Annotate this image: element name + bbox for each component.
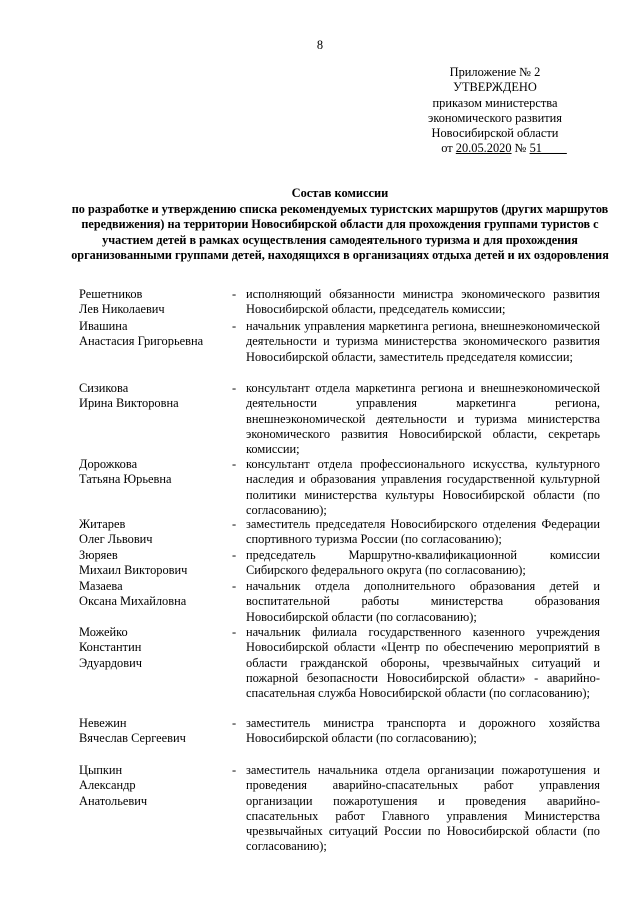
- member-row: [79, 457, 600, 517]
- dash-separator: -: [232, 287, 237, 301]
- document-heading: [70, 186, 610, 264]
- member-name: Житарев Олег Львович: [79, 517, 153, 547]
- document-title: Состав комиссии: [291, 186, 389, 200]
- member-name: Невежин Вячеслав Сергеевич: [79, 716, 186, 746]
- order-date-line: [405, 141, 585, 156]
- member-row: [79, 625, 600, 716]
- member-role: начальник филиала государственного казенного учреждения Новосибирской области «Центр по обеспечению мероприятий в области гражданской обороны, чрезвычайных ситуаций и пожарной безопасности Новосибирской области» - аварийно-спасательная служба Новосибирской области (по согласованию);: [246, 625, 600, 701]
- member-role: председатель Маршрутно-квалификационной комиссии Сибирского федерального округа (по согласованию);: [246, 548, 600, 578]
- dash-separator: -: [232, 763, 237, 777]
- member-role: начальник управления маркетинга региона, внешнеэкономической деятельности и туризма министерства экономического развития Новосибирской области, заместитель председателя комиссии;: [246, 319, 600, 364]
- dash-separator: -: [232, 716, 237, 730]
- member-name: Решетников Лев Николаевич: [79, 287, 165, 317]
- member-row: [79, 319, 600, 381]
- dash-separator: -: [232, 548, 237, 562]
- member-role: консультант отдела профессионального искусства, культурного наследия и образования управления государственной культурной политики министерства культуры Новосибирской области (по согласованию);: [246, 457, 600, 517]
- member-row: [79, 548, 600, 579]
- order-line-1: приказом министерства: [432, 95, 558, 110]
- order-date: 20.05.2020: [455, 141, 512, 156]
- dash-separator: -: [232, 625, 237, 639]
- approved-label: УТВЕРЖДЕНО: [453, 80, 537, 95]
- dash-separator: -: [232, 517, 237, 531]
- member-row: [79, 287, 600, 319]
- number-prefix: №: [511, 141, 530, 156]
- member-name: Зюряев Михаил Викторович: [79, 548, 188, 578]
- appendix-block: [405, 65, 585, 157]
- member-name: Мазаева Оксана Михайловна: [79, 579, 187, 609]
- member-role: начальник отдела дополнительного образования детей и воспитательной работы министерства образования Новосибирской области (по согласованию);: [246, 579, 600, 624]
- member-name: Дорожкова Татьяна Юрьевна: [79, 457, 172, 487]
- member-role: консультант отдела маркетинга региона и внешнеэкономической деятельности управления маркетинга региона, внешнеэкономической деятельности и туризма министерства экономического развития Новосибирской области, секретарь комиссии;: [246, 381, 600, 457]
- member-role: заместитель министра транспорта и дорожного хозяйства Новосибирской области (по согласованию);: [246, 716, 600, 746]
- member-row: [79, 517, 600, 548]
- document-subtitle: по разработке и утверждению списка рекомендуемых туристских маршрутов (других маршрутов передвижения) на территории Новосибирской области для прохождения группами туристов с участием детей в рамках осуществления самодеятельного туризма и для прохождения организованными группами детей, находящихся в организациях отдыха детей и их оздоровления: [71, 201, 609, 263]
- commission-members-list: [79, 287, 600, 855]
- dash-separator: -: [232, 319, 237, 333]
- member-row: [79, 763, 600, 855]
- order-number: 51____: [529, 141, 567, 156]
- order-line-2: экономического развития: [428, 110, 562, 125]
- member-name: Цыпкин Александр Анатольевич: [79, 763, 148, 808]
- member-name: Ивашина Анастасия Григорьевна: [79, 319, 204, 349]
- member-row: [79, 579, 600, 625]
- appendix-label: Приложение № 2: [449, 65, 541, 79]
- member-role: заместитель председателя Новосибирского отделения Федерации спортивного туризма России (по согласованию);: [246, 517, 600, 547]
- dash-separator: -: [232, 381, 237, 395]
- member-role: заместитель начальника отдела организации пожаротушения и проведения аварийно-спасательных работ управления организации пожаротушения и проведения аварийно-спасательных работ Главного управления Министерства чрезвычайных ситуаций России по Новосибирской области (по согласованию);: [246, 763, 600, 854]
- dash-separator: -: [232, 579, 237, 593]
- order-line-3: Новосибирской области: [431, 126, 559, 141]
- date-prefix: от: [441, 141, 456, 156]
- member-row: [79, 381, 600, 457]
- member-role: исполняющий обязанности министра экономического развития Новосибирской области, председатель комиссии;: [246, 287, 600, 317]
- dash-separator: -: [232, 457, 237, 471]
- member-name: Сизикова Ирина Викторовна: [79, 381, 179, 411]
- page-number: 8: [316, 38, 324, 52]
- member-row: [79, 716, 600, 763]
- member-name: Можейко Константин Эдуардович: [79, 625, 142, 670]
